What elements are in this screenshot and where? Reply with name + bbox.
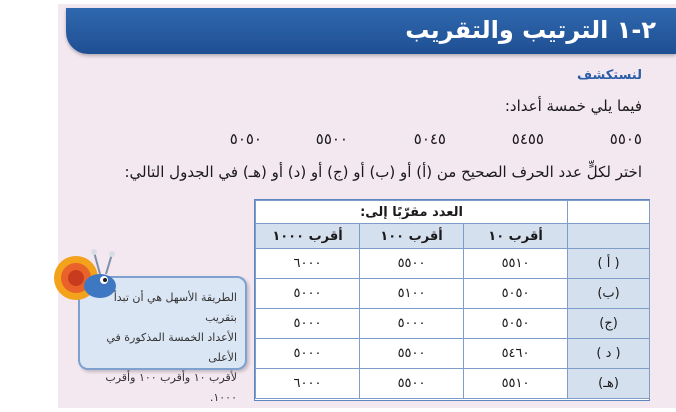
row-label: ( د ) [568,339,650,369]
table-cell: ٥٥١٠ [464,249,568,279]
table-cell: ٥٠٠٠ [256,279,360,309]
number-1: ٥٥٠٥ [609,130,642,148]
table-cell: ٥٥١٠ [464,369,568,399]
table-cell: ٦٠٠٠ [256,249,360,279]
instruction-text: اختر لكلٍّ عدد الحرف الصحيح من (أ) أو (ب) أو (ج) أو (د) أو (هـ) في الجدول التالي: [124,163,642,181]
explore-label: لنستكشف [577,68,642,83]
table-cell: ٥٥٠٠ [360,339,464,369]
row-label: (ج) [568,309,650,339]
snail-mascot-icon [44,234,124,306]
tip-line: لأقرب ١٠ وأقرب ١٠٠ وأقرب ١٠٠٠. [105,371,237,404]
table-cell: ٥٠٠٠ [256,339,360,369]
number-list [222,130,642,152]
table-cell: ٥٠٠٠ [256,309,360,339]
table-corner-cell [568,201,650,224]
table-cell: ٥٤٦٠ [464,339,568,369]
row-label: ( أ ) [568,249,650,279]
table-cell: ٥٥٠٠ [360,249,464,279]
tip-text [85,288,237,408]
table-cell: ٥٥٠٠ [360,369,464,399]
number-5: ٥٠٥٠ [229,130,262,148]
column-header-nearest-100: أقرب ١٠٠ [360,224,464,249]
row-label: (ب) [568,279,650,309]
row-label: (هـ) [568,369,650,399]
number-2: ٥٤٥٥ [511,130,544,148]
number-4: ٥٥٠٠ [315,130,348,148]
table-cell: ٥٠٥٠ [464,309,568,339]
column-header-nearest-1000: أقرب ١٠٠٠ [256,224,360,249]
table-cell: ٥١٠٠ [360,279,464,309]
table-cell: ٥٠٠٠ [360,309,464,339]
section-header [66,8,676,54]
page-title: ٢-١ الترتيب والتقريب [405,16,656,44]
number-3: ٥٠٤٥ [413,130,446,148]
table-row [256,339,650,369]
table-row [256,279,650,309]
table-cell: ٦٠٠٠ [256,369,360,399]
table-row [256,249,650,279]
table-row [256,369,650,399]
tip-line: الطريقة الأسهل هي أن تبدأ بتقريب [113,291,237,324]
rounding-table [254,199,650,401]
table-group-header: العدد مقرّبًا إلى: [256,201,568,224]
column-header-nearest-10: أقرب ١٠ [464,224,568,249]
table-row [256,309,650,339]
table-corner-cell [568,224,650,249]
tip-line: الأعداد الخمسة المذكورة في الأعلى [106,331,237,364]
table-cell: ٥٠٥٠ [464,279,568,309]
intro-text: فيما يلي خمسة أعداد: [504,97,642,115]
